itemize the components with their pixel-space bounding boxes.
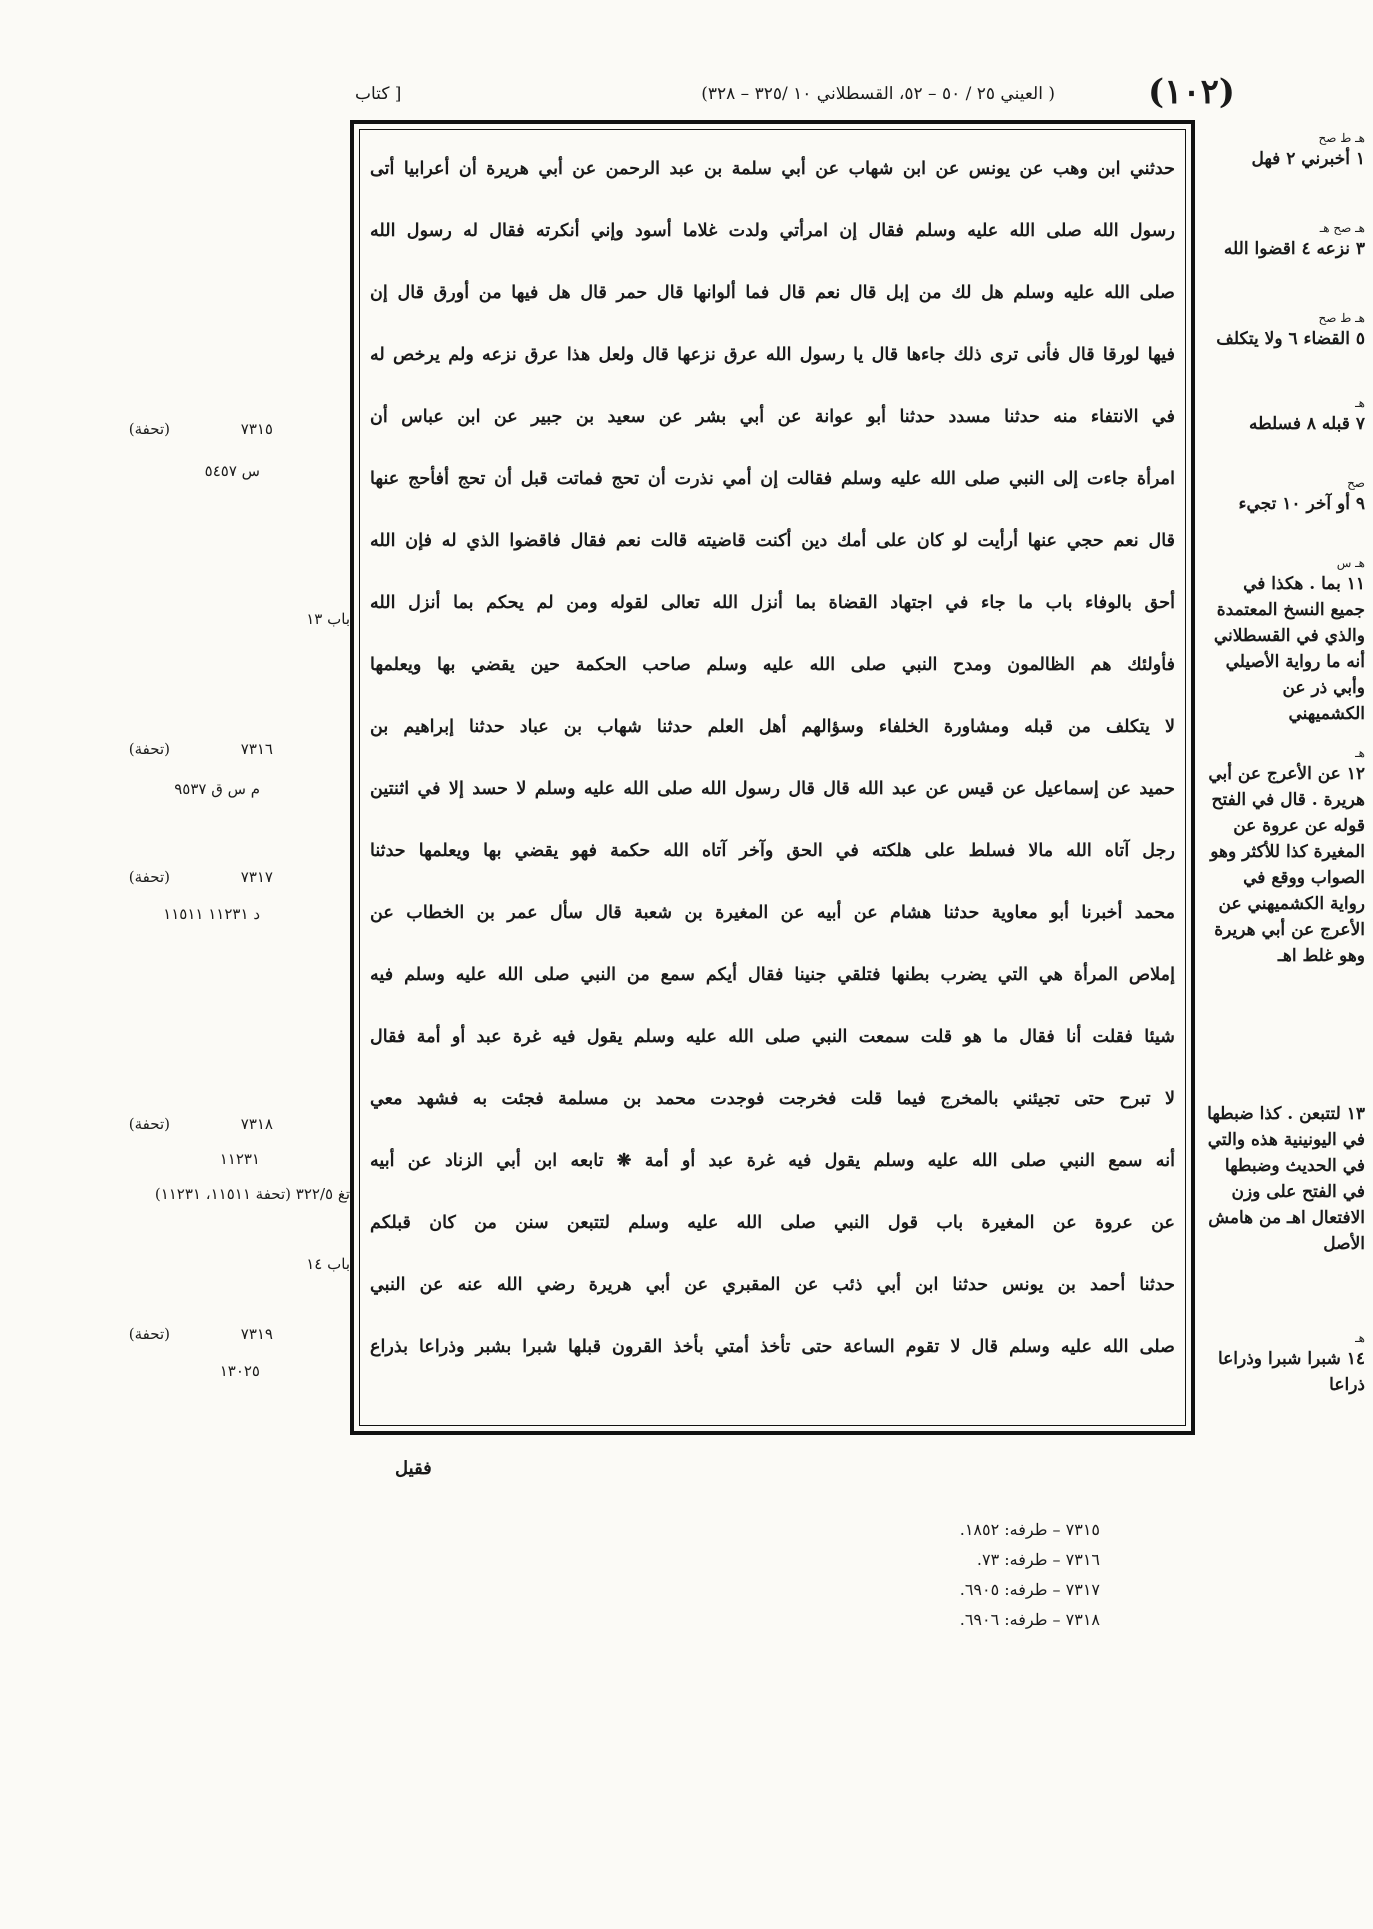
tuhfa-label: (تحفة)	[128, 1325, 170, 1343]
text-line: رسول الله صلى الله عليه وسلم فقال إن امرأتي ولدت غلاما أسود وإني أنكرته فقال له رسول الله	[370, 220, 1175, 241]
variant-text: ١ أخبرني ٢ فهل	[1251, 149, 1365, 169]
page-header	[355, 72, 1235, 122]
text-line: حدثنا أحمد بن يونس حدثنا ابن أبي ذئب عن المقبري عن أبي هريرة رضي الله عنه عن النبي	[370, 1274, 1175, 1295]
taraf-line: ٧٣١٥ – طرفه: ١٨٥٢.	[959, 1520, 1100, 1539]
variant-note	[1205, 220, 1365, 262]
text-line: فيها لورقا قال فأنى ترى ذلك جاءها قال يا رسول الله عرق نزعها قال ولعل هذا عرق نزعه ولم يرخص له	[370, 344, 1175, 365]
variant-note	[1205, 1330, 1365, 1398]
variant-note	[1205, 310, 1365, 352]
variant-text: ١٣ لتتبعن . كذا ضبطها في اليونينية هذه والتي في الحديث وضبطها في الفتح على وزن الافتعال اهـ من هامش الأصل	[1207, 1104, 1365, 1254]
catchword: فقيل	[395, 1458, 432, 1479]
main-text-frame	[350, 120, 1195, 1435]
main-text-body	[359, 129, 1186, 1426]
bab-label: باب ١٤	[306, 1255, 350, 1273]
variant-text: ١٤ شبرا شبرا وذراعا ذراعا	[1217, 1349, 1365, 1395]
variant-note	[1205, 475, 1365, 517]
variant-mark: هـ	[1355, 396, 1365, 410]
variant-note	[1205, 1085, 1365, 1257]
hadith-number: ٧٣١٩	[240, 1325, 273, 1343]
bab-label: باب ١٣	[306, 610, 350, 628]
tuhfa-label: (تحفة)	[128, 1115, 170, 1133]
text-line: لا يتكلف من قبله ومشاورة الخلفاء وسؤالهم أهل العلم حدثنا شهاب بن عباد حدثنا إبراهيم بن	[370, 716, 1175, 737]
text-line: عن عروة عن المغيرة باب قول النبي صلى الله عليه وسلم لتتبعن سنن من كان قبلكم	[370, 1212, 1175, 1233]
taraf-line: ٧٣١٨ – طرفه: ٦٩٠٦.	[959, 1610, 1100, 1629]
variant-mark: هـ صح هـ	[1319, 221, 1365, 235]
text-line: رجل آتاه الله مالا فسلط على هلكته في الحق وآخر آتاه الله حكمة فهو يقضي بها ويعلمها حدثنا	[370, 840, 1175, 861]
variant-mark: هـ س	[1336, 556, 1365, 570]
tuhfa-symbols: ١١٢٣١	[219, 1150, 260, 1168]
hadith-number: ٧٣١٧	[240, 868, 273, 886]
variant-text: ٩ أو آخر ١٠ تجيء	[1238, 494, 1365, 514]
tuhfa-label: (تحفة)	[128, 740, 170, 758]
text-line: محمد أخبرنا أبو معاوية حدثنا هشام عن أبيه عن المغيرة بن شعبة قال سأل عمر بن الخطاب عن	[370, 902, 1175, 923]
tuhfa-symbols: س ٥٤٥٧	[204, 462, 260, 480]
variant-note	[1205, 555, 1365, 727]
text-line: صلى الله عليه وسلم هل لك من إبل قال نعم قال فما ألوانها قال حمر قال هل فيها من أورق قال إن	[370, 282, 1175, 303]
tuhfa-label: (تحفة)	[128, 420, 170, 438]
book-title: [ كتاب	[355, 84, 402, 104]
variant-note	[1205, 130, 1365, 172]
text-line: حدثني ابن وهب عن يونس عن ابن شهاب عن أبي سلمة بن عبد الرحمن عن أبي هريرة أن أعرابيا أتى	[370, 158, 1175, 179]
variant-text: ٧ قبله ٨ فسلطه	[1248, 414, 1365, 434]
text-line: أنه سمع النبي صلى الله عليه وسلم يقول فيه غرة عبد أو أمة ❋ تابعه ابن أبي الزناد عن أبيه	[370, 1150, 1175, 1171]
variant-text: ٣ نزعه ٤ اقضوا الله	[1223, 239, 1365, 259]
text-line: أحق بالوفاء باب ما جاء في اجتهاد القضاة بما أنزل الله تعالى لقوله ومن لم يحكم بما أنزل الله	[370, 592, 1175, 613]
tuhfa-symbols: ١٣٠٢٥	[219, 1362, 260, 1380]
taraf-line: ٧٣١٦ – طرفه: ٧٣.	[976, 1550, 1100, 1569]
header-references: ( العيني ٢٥ / ٥٠ – ٥٢، القسطلاني ١٠ /٣٢٥ – ٣٢٨)	[701, 84, 1055, 104]
page-number: (١٠٢)	[1148, 72, 1235, 112]
variant-text: ١١ بما . هكذا في جميع النسخ المعتمدة والذي في القسطلاني أنه ما رواية الأصيلي وأبي ذر عن الكشميهني	[1213, 574, 1365, 724]
taraf-line: ٧٣١٧ – طرفه: ٦٩٠٥.	[959, 1580, 1100, 1599]
atraf-footnotes	[880, 1515, 1100, 1635]
hadith-number: ٧٣١٥	[240, 420, 273, 438]
text-line: قال نعم حجي عنها أرأيت لو كان على أمك دين أكنت قاضيته قالت نعم فقال فاقضوا الذي له فإن الله	[370, 530, 1175, 551]
text-line: صلى الله عليه وسلم قال لا تقوم الساعة حتى تأخذ أمتي بأخذ القرون قبلها شبرا بشبر وذراعا بذراع	[370, 1336, 1175, 1357]
text-line: امرأة جاءت إلى النبي صلى الله عليه وسلم فقالت إن أمي نذرت أن تحج فماتت قبل أن تحج أفأحج عنها	[370, 468, 1175, 489]
text-line: لا تبرح حتى تجيئني بالمخرج فيما قلت فخرجت فوجدت محمد بن مسلمة فجئت به فشهد معي	[370, 1088, 1175, 1109]
variant-mark	[1205, 1085, 1365, 1101]
hadith-number: ٧٣١٦	[240, 740, 273, 758]
variant-mark: هـ ط صح	[1318, 311, 1365, 325]
variant-mark: هـ	[1355, 1331, 1365, 1345]
variant-note	[1205, 395, 1365, 437]
text-line: إملاص المرأة هي التي يضرب بطنها فتلقي جنينا فقال أيكم سمع من النبي صلى الله عليه وسلم فيه	[370, 964, 1175, 985]
variant-text: ٥ القضاء ٦ ولا يتكلف	[1216, 329, 1365, 349]
text-line: شيئا فقلت أنا فقال ما هو قلت سمعت النبي صلى الله عليه وسلم يقول فيه غرة عبد أو أمة فقال	[370, 1026, 1175, 1047]
text-line: فأولئك هم الظالمون ومدح النبي صلى الله عليه وسلم صاحب الحكمة حين يقضي بها ويعلمها	[370, 654, 1175, 675]
text-line: حميد عن إسماعيل عن قيس عن عبد الله قال قال رسول الله صلى الله عليه وسلم لا حسد إلا في اثنتين	[370, 778, 1175, 799]
text-line: في الانتفاء منه حدثنا مسدد حدثنا أبو عوانة عن أبي بشر عن سعيد بن جبير عن ابن عباس أن	[370, 406, 1175, 427]
variant-mark: هـ ط صح	[1318, 131, 1365, 145]
variant-mark: صح	[1347, 476, 1365, 490]
tuhfa-symbols: د ١١٢٣١ ١١٥١١	[163, 905, 260, 923]
tuhfa-label: (تحفة)	[128, 868, 170, 886]
hadith-number: ٧٣١٨	[240, 1115, 273, 1133]
cross-reference: تغ ٣٢٢/٥ (تحفة ١١٥١١، ١١٢٣١)	[154, 1185, 350, 1203]
tuhfa-symbols: م س ق ٩٥٣٧	[174, 780, 260, 798]
variant-mark: هـ	[1355, 746, 1365, 760]
variant-note	[1205, 745, 1365, 969]
variant-text: ١٢ عن الأعرج عن أبي هريرة . قال في الفتح قوله عن عروة عن المغيرة كذا للأكثر وهو الصواب ووقع في رواية الكشميهني عن الأعرج عن أبي هريرة وهو غلط اهـ	[1208, 764, 1365, 966]
